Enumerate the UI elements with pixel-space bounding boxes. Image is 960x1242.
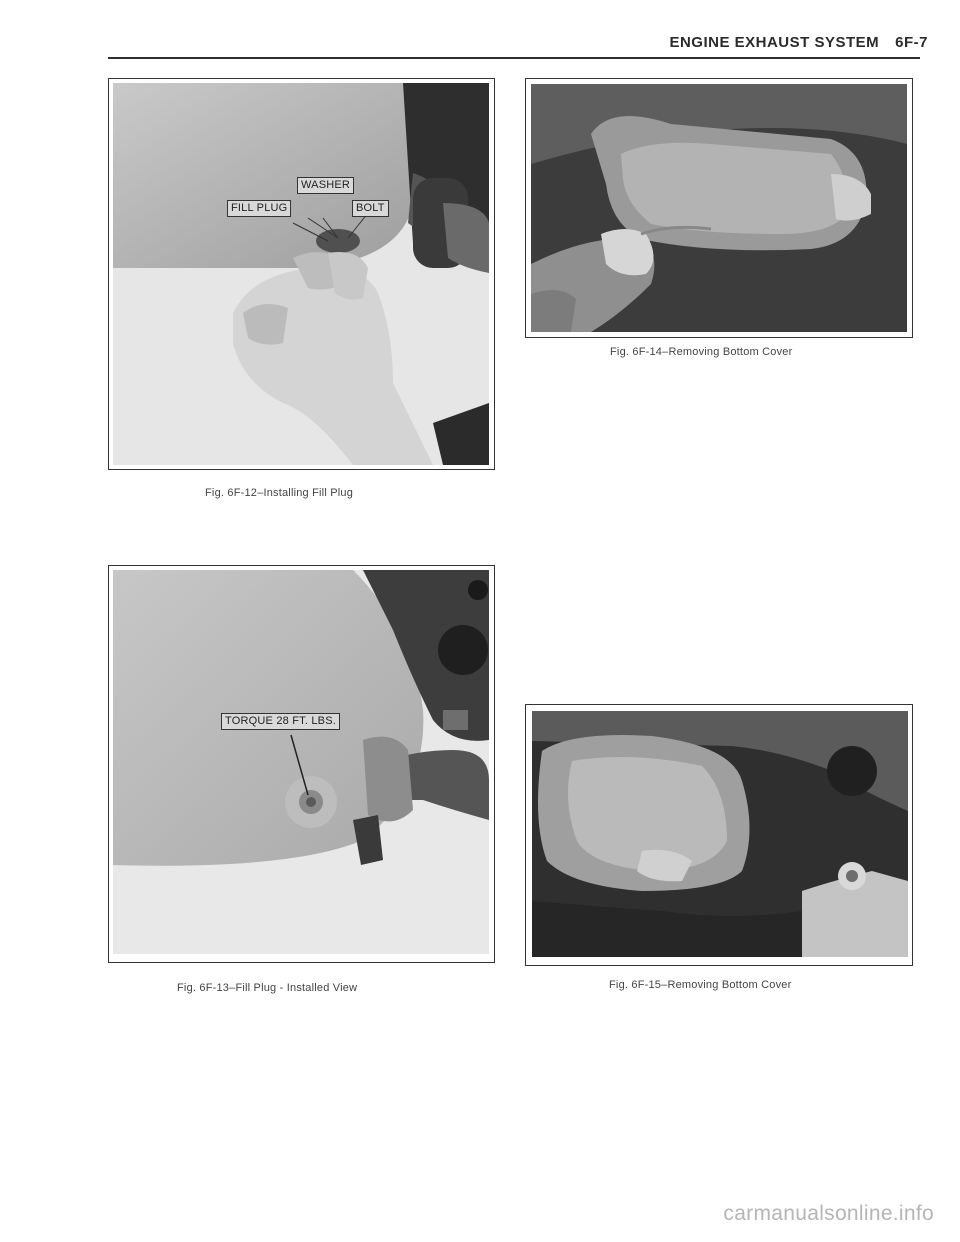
caption-fig-12: Fig. 6F-12–Installing Fill Plug <box>205 487 354 499</box>
figure-6f-14 <box>525 78 913 338</box>
page-header <box>669 34 928 51</box>
section-title: ENGINE EXHAUST SYSTEM <box>669 34 880 51</box>
caption-fig-14: Fig. 6F-14–Removing Bottom Cover <box>610 346 793 358</box>
callout-bolt: BOLT <box>352 200 389 217</box>
removing-bottom-cover-photo-1 <box>531 84 907 332</box>
callout-torque: TORQUE 28 FT. LBS. <box>221 713 340 730</box>
header-rule <box>108 57 920 59</box>
callout-washer: WASHER <box>297 177 354 194</box>
figure-6f-12 <box>108 78 495 470</box>
figure-6f-15 <box>525 704 913 966</box>
figure-6f-13 <box>108 565 495 963</box>
fill-plug-installed-photo <box>113 570 489 954</box>
caption-fig-15: Fig. 6F-15–Removing Bottom Cover <box>609 979 792 991</box>
callout-fill-plug: FILL PLUG <box>227 200 291 217</box>
fill-plug-install-photo <box>113 83 489 465</box>
watermark: carmanualsonline.info <box>723 1202 934 1225</box>
caption-fig-13: Fig. 6F-13–Fill Plug - Installed View <box>177 982 358 994</box>
removing-bottom-cover-photo-2 <box>532 711 908 957</box>
page-number: 6F-7 <box>895 34 928 51</box>
